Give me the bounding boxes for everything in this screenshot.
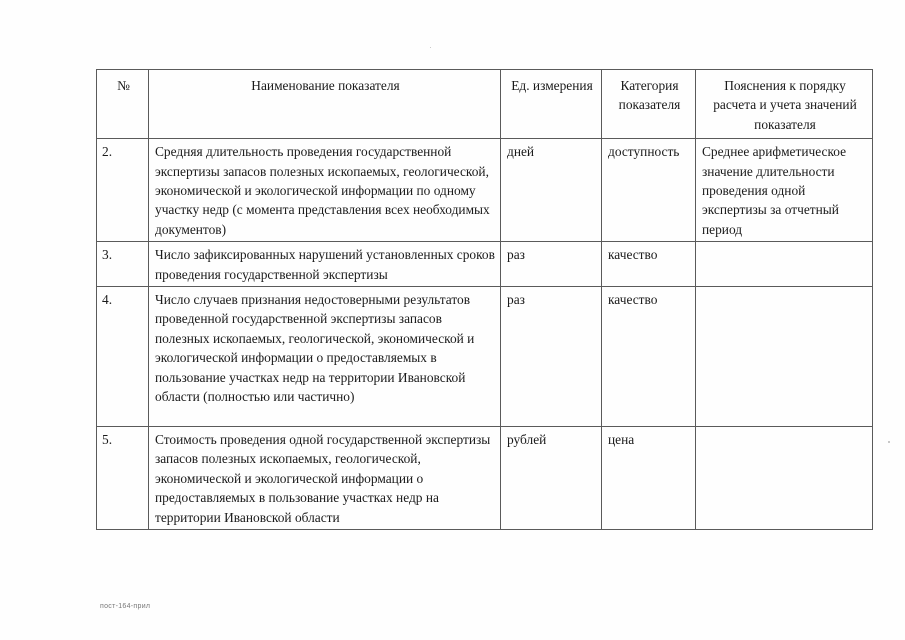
table-row [97, 242, 873, 287]
header-category: Категория показателя [602, 70, 696, 139]
header-explanation: Пояснения к порядку расчета и учета значений показателя [696, 70, 873, 139]
row-category: качество [602, 242, 696, 287]
header-number: № [97, 70, 149, 139]
scan-speck [430, 47, 431, 48]
row-number: 3. [97, 242, 149, 287]
row-indicator-name: Средняя длительность проведения государственной экспертизы запасов полезных ископаемых, геологической, экономической и экологической информации по одному участку недр (с момента представления всех необходимых документов) [149, 139, 501, 242]
row-explanation [696, 242, 873, 287]
row-explanation: Среднее арифметическое значение длительности проведения одной экспертизы за отчетный период [696, 139, 873, 242]
row-unit: раз [501, 287, 602, 427]
table-header-row [97, 70, 873, 139]
row-unit: дней [501, 139, 602, 242]
footer-file-reference: пост-164-прил [100, 603, 151, 610]
header-indicator-name: Наименование показателя [149, 70, 501, 139]
row-indicator-name: Стоимость проведения одной государственной экспертизы запасов полезных ископаемых, геологической, экономической и экологической информации о предоставляемых в пользование участках недр на территории Ивановской области [149, 427, 501, 530]
row-category: цена [602, 427, 696, 530]
row-indicator-name: Число случаев признания недостоверными результатов проведенной государственной экспертизы запасов полезных ископаемых, геологической, экономической и экологической информации о предоставляемых в пользование участках недр на территории Ивановской области (полностью или частично) [149, 287, 501, 427]
row-explanation [696, 427, 873, 530]
row-unit: раз [501, 242, 602, 287]
table-row [97, 427, 873, 530]
row-indicator-name: Число зафиксированных нарушений установленных сроков проведения государственной экспертизы [149, 242, 501, 287]
row-unit: рублей [501, 427, 602, 530]
header-unit: Ед. измерения [501, 70, 602, 139]
scan-speck [888, 441, 890, 443]
table-row [97, 139, 873, 242]
row-category: качество [602, 287, 696, 427]
indicators-table [96, 69, 873, 530]
row-number: 4. [97, 287, 149, 427]
row-number: 5. [97, 427, 149, 530]
row-number: 2. [97, 139, 149, 242]
row-category: доступность [602, 139, 696, 242]
row-explanation [696, 287, 873, 427]
table-row [97, 287, 873, 427]
